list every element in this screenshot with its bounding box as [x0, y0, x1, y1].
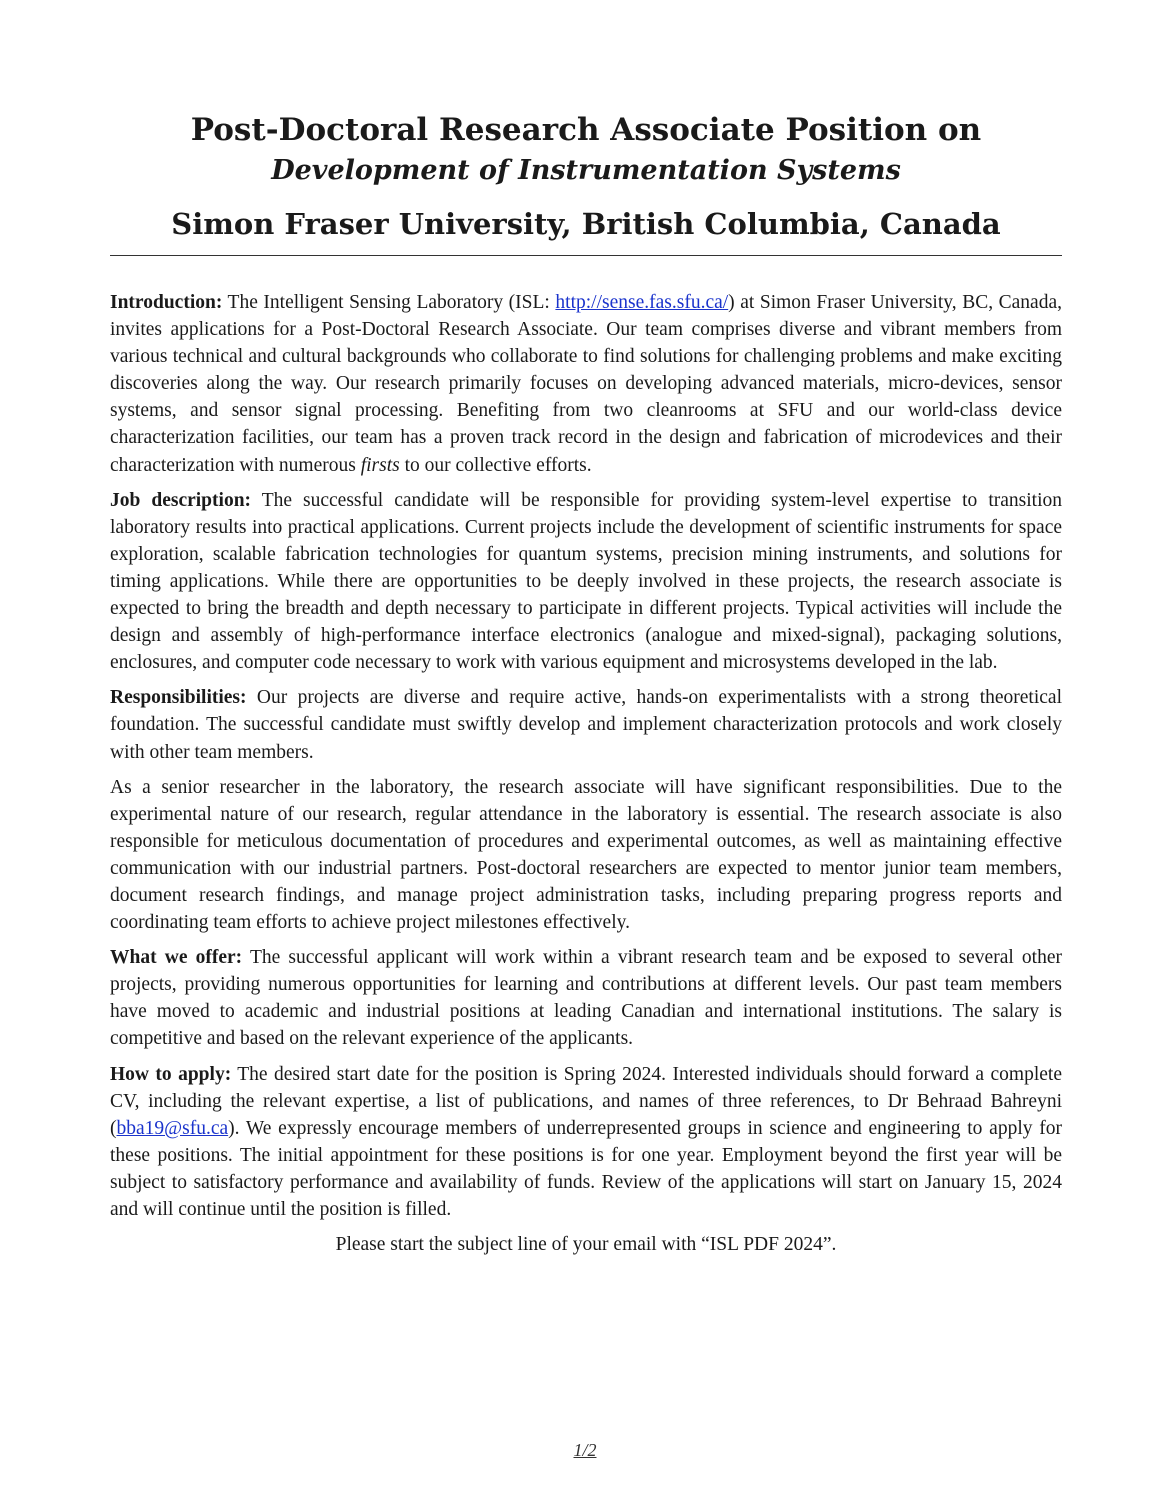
page-subtitle: Development of Instrumentation Systems: [271, 155, 901, 186]
introduction-paragraph: [110, 289, 1062, 479]
page-number: 1/2: [573, 1440, 597, 1460]
how-to-apply-heading: How to apply:: [110, 1063, 232, 1085]
page-title: Post-Doctoral Research Associate Position on: [190, 112, 982, 148]
lab-website-link[interactable]: http://sense.fas.sfu.ca/: [555, 292, 729, 313]
introduction-text-b: ) at Simon Fraser University, BC, Canada, invites applications for a Post-Doctoral Research Associate. Our team comprises diverse and vibrant members from various technical and cultural backgrounds who collaborate to find solutions for challenging problems and make exciting discoveries along the way. Our research primarily focuses on developing advanced materials, micro-devices, sensor systems, and sensor signal processing. Benefiting from two cleanrooms at SFU and our world-class device characterization facilities, our team has a proven track record in the design and fabrication of microdevices and their characterization with numerous: [110, 292, 1062, 476]
how-to-apply-paragraph: [110, 1061, 1062, 1224]
title-divider: [110, 255, 1062, 256]
introduction-text-c: to our collective efforts.: [399, 454, 592, 476]
how-to-apply-text-b: ). We expressly encourage members of underrepresented groups in science and engineering to apply for these positions. The initial appointment for these positions is for one year. Employment beyond the first year will be subject to satisfactory performance and availability of funds. Review of the applications will start on January 15, 2024 and will continue until the position is filled.: [110, 1117, 1062, 1220]
document-body: [110, 289, 1062, 1266]
introduction-text-a: The Intelligent Sensing Laboratory (ISL:: [222, 292, 556, 313]
job-description-paragraph: [110, 487, 1062, 677]
title-block: [110, 108, 1062, 244]
job-description-heading: Job description:: [110, 489, 252, 511]
responsibilities-paragraph: [110, 684, 1062, 765]
introduction-heading: Introduction:: [110, 292, 223, 313]
what-we-offer-heading: What we offer:: [110, 947, 243, 969]
responsibilities-heading: Responsibilities:: [110, 687, 247, 709]
institution-heading: Simon Fraser University, British Columbia, Canada: [171, 207, 1001, 241]
introduction-emphasis: firsts: [360, 454, 400, 476]
what-we-offer-paragraph: [110, 944, 1062, 1052]
what-we-offer-text: The successful applicant will work within a vibrant research team and be exposed to several other projects, providing numerous opportunities for learning and contributions at different levels. Our past team members have moved to academic and industrial positions at leading Canadian and international institutions. The salary is competitive and based on the relevant experience of the applicants.: [110, 947, 1062, 1050]
job-description-text: The successful candidate will be responsible for providing system-level expertise to transition laboratory results into practical applications. Current projects include the development of scientific instruments for space exploration, scalable fabrication technologies for quantum systems, precision mining instruments, and solutions for timing applications. While there are opportunities to be deeply involved in these projects, the research associate is expected to bring the breadth and depth necessary to participate in different projects. Typical activities will include the design and assembly of high-performance interface electronics (analogue and mixed-signal), packaging solutions, enclosures, and computer code necessary to work with various equipment and microsystems developed in the lab.: [110, 489, 1062, 674]
subject-line-note: Please start the subject line of your email with “ISL PDF 2024”.: [335, 1234, 837, 1256]
how-to-apply-text-a: The desired start date for the position is Spring 2024. Interested individuals should forward a complete CV, including the relevant expertise, a list of publications, and names of three references, to Dr Behraad Bahreyni (: [110, 1063, 1062, 1139]
responsibilities-text: Our projects are diverse and require active, hands-on experimentalists with a strong theoretical foundation. The successful candidate must swiftly develop and implement characterization protocols and work closely with other team members.: [110, 687, 1062, 763]
responsibilities-paragraph-2: As a senior researcher in the laboratory, the research associate will have significant responsibilities. Due to the experimental nature of our research, regular attendance in the laboratory is essential. The research associate is also responsible for meticulous documentation of procedures and experimental outcomes, as well as maintaining effective communication with our industrial partners. Post-doctoral researchers are expected to mentor junior team members, document research findings, and manage project administration tasks, including preparing progress reports and coordinating team efforts to achieve project milestones effectively.: [110, 776, 1062, 934]
contact-email-link[interactable]: bba19@sfu.ca: [116, 1117, 229, 1139]
